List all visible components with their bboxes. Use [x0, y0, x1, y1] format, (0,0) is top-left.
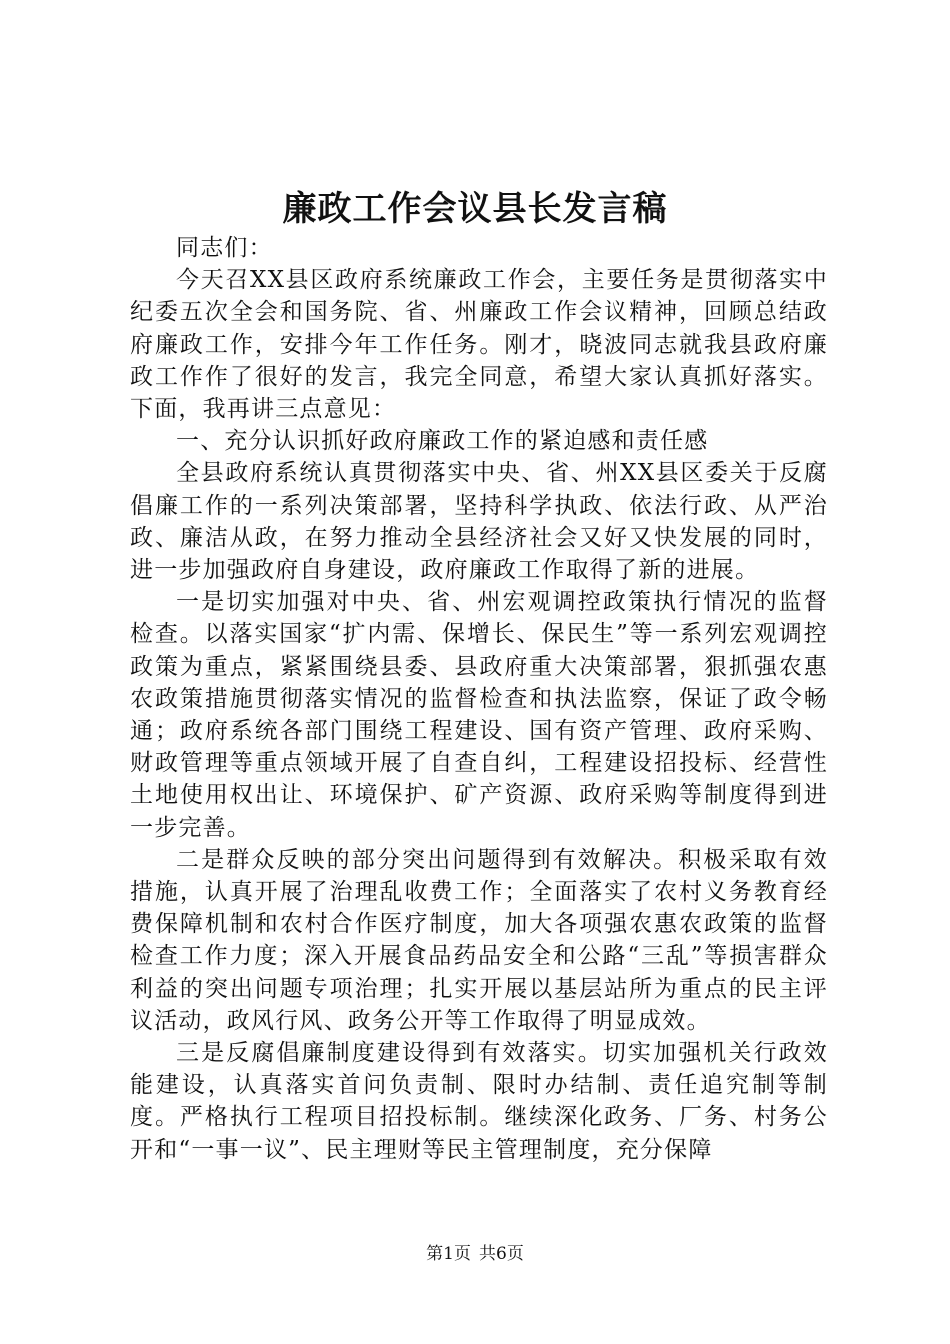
intro-paragraph: 今天召XX县区政府系统廉政工作会，主要任务是贯彻落实中纪委五次全会和国务院、省、州廉政工作会议精神，回顾总结政府廉政工作，安排今年工作任务。刚才，晓波同志就我县政府廉政工作作了很好的发言，我完全同意，希望大家认真抓好落实。下面，我再讲三点意见： — [130, 267, 828, 423]
document-body — [130, 232, 828, 1166]
page-total: 共6页 — [479, 1244, 524, 1264]
body-paragraph: 一是切实加强对中央、省、州宏观调控政策执行情况的监督检查。以落实国家“扩内需、保增长、保民生”等一系列宏观调控政策为重点，紧紧围绕县委、县政府重大决策部署，狠抓强农惠农政策措施贯彻落实情况的监督检查和执法监察，保证了政令畅通；政府系统各部门围绕工程建设、国有资产管理、政府采购、财政管理等重点领域开展了自查自纠，工程建设招投标、经营性土地使用权出让、环境保护、矿产资源、政府采购等制度得到进一步完善。 — [130, 589, 828, 841]
section-heading: 一、充分认识抓好政府廉政工作的紧迫感和责任感 — [176, 428, 709, 455]
salutation-paragraph: 同志们： — [176, 235, 273, 261]
page-footer — [0, 1242, 950, 1266]
body-paragraph: 二是群众反映的部分突出问题得到有效解决。积极采取有效措施，认真开展了治理乱收费工作；全面落实了农村义务教育经费保障机制和农村合作医疗制度，加大各项强农惠农政策的监督检查工作力度；深入开展食品药品安全和公路“三乱”等损害群众利益的突出问题专项治理；扎实开展以基层站所为重点的民主评议活动，政风行风、政务公开等工作取得了明显成效。 — [130, 846, 828, 1034]
page-number: 第1页 — [426, 1244, 471, 1264]
body-paragraph: 三是反腐倡廉制度建设得到有效落实。切实加强机关行政效能建设，认真落实首问负责制、限时办结制、责任追究制等制度。严格执行工程项目招投标制。继续深化政务、厂务、村务公开和“一事一议”、民主理财等民主管理制度，充分保障 — [130, 1040, 828, 1163]
document-title: 廉政工作会议县长发言稿 — [282, 189, 668, 229]
body-paragraph: 全县政府系统认真贯彻落实中央、省、州XX县区委关于反腐倡廉工作的一系列决策部署，坚持科学执政、依法行政、从严治政、廉洁从政，在努力推动全县经济社会又好又快发展的同时，进一步加强政府自身建设，政府廉政工作取得了新的进展。 — [130, 460, 828, 584]
